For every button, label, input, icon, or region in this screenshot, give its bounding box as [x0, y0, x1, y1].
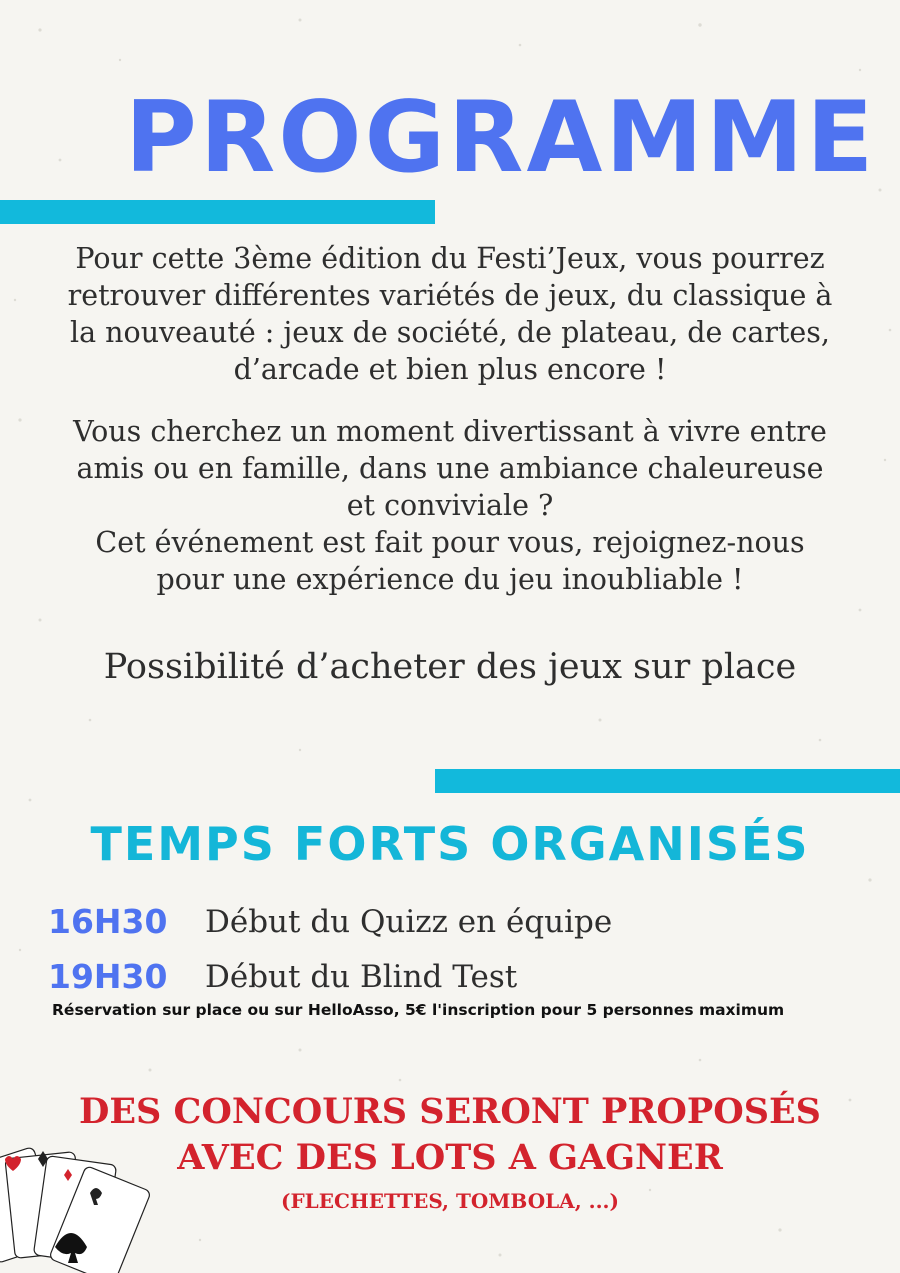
intro-text: [20, 240, 880, 598]
accent-bar-mid: [435, 769, 900, 793]
event-time-2: 19H30: [48, 957, 168, 996]
playing-cards-icon: [0, 1135, 160, 1273]
intro-line: amis ou en famille, dans une ambiance chaleureuse: [76, 452, 824, 485]
intro-line: retrouver différentes variétés de jeux, du classique à: [67, 279, 833, 312]
event-name-2: Début du Blind Test: [205, 959, 518, 995]
highlights-title: TEMPS FORTS ORGANISÉS: [90, 817, 810, 871]
intro-paragraph-1: [20, 240, 880, 388]
intro-line: Cet événement est fait pour vous, rejoignez-nous: [95, 526, 805, 559]
buy-on-site-text: Possibilité d’acheter des jeux sur place: [103, 647, 797, 687]
page-title: PROGRAMME: [125, 81, 877, 195]
intro-paragraph-2: [20, 413, 880, 598]
contests-line-2: AVEC DES LOTS A GAGNER: [177, 1137, 723, 1178]
contests-subtitle: (FLECHETTES, TOMBOLA, ...): [281, 1189, 619, 1213]
intro-line: Vous cherchez un moment divertissant à vivre entre: [73, 415, 827, 448]
contests-line-1: DES CONCOURS SERONT PROPOSÉS: [79, 1091, 821, 1132]
intro-line: et conviviale ?: [346, 489, 554, 522]
event-time-1: 16H30: [48, 902, 168, 941]
accent-bar-top: [0, 200, 435, 224]
event-name-1: Début du Quizz en équipe: [205, 904, 613, 940]
intro-line: la nouveauté : jeux de société, de plateau, de cartes,: [70, 316, 830, 349]
intro-line: Pour cette 3ème édition du Festi’Jeux, vous pourrez: [75, 242, 825, 275]
intro-line: pour une expérience du jeu inoubliable !: [156, 563, 744, 596]
reservation-note: Réservation sur place ou sur HelloAsso, 5€ l'inscription pour 5 personnes maximum: [52, 1001, 785, 1019]
intro-line: d’arcade et bien plus encore !: [233, 353, 667, 386]
